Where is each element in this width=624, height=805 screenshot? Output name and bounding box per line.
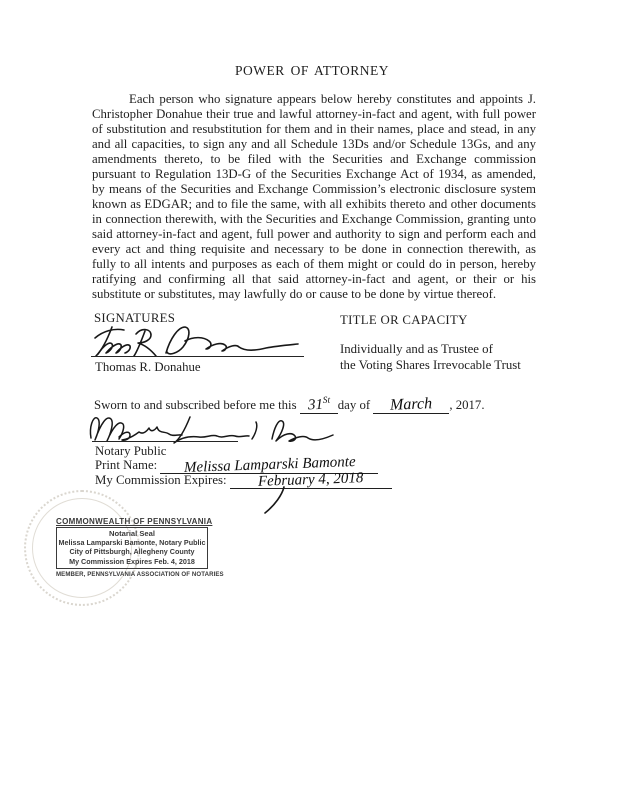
handwritten-month: March (389, 395, 433, 414)
title-capacity-line1: Individually and as Trustee of (340, 342, 493, 356)
stamp-header: COMMONWEALTH OF PENNSYLVANIA (56, 517, 213, 526)
body-paragraph: Each person who signature appears below hereby constitutes and appoints J. Christopher Donahue their true and lawful attorney-in-fact and agent, with full power of substitution and resubstitution for them and in their names, place and stead, in any and all capacities, to sign any and all Schedule 13Ds and/or Schedule 13Gs, and any amendments thereto, to be filed with the Securities and Exchange commission pursuant to Regulation 13D-G of the Securities Exchange Act of 1934, as amended, by means of the Securities and Exchange Commission’s electronic disclosure system known as EDGAR; and to file the same, with all exhibits thereto and other documents in connection therewith, with the Securities and Exchange Commission, granting unto said attorney-in-fact and agent, full power and authority to sign and perform each and every act and thing requisite and necessary to be done in connection therewith, as fully to all intents and purposes as each of them might or could do in person, hereby ratifying and confirming all that said attorney-in-fact and agent, or their or his substitute or substitutes, may lawfully do or cause to be done by virtue thereof. (92, 92, 536, 301)
pen-stroke-descender (262, 486, 288, 516)
signer-signature-icon (88, 322, 306, 358)
signature-line (91, 356, 304, 357)
stamp-expiry-line: My Commission Expires Feb. 4, 2018 (69, 556, 195, 566)
notary-stamp (56, 517, 224, 578)
stamp-box (56, 527, 208, 569)
notary-signature-line (92, 441, 238, 442)
title-or-capacity-header: TITLE OR CAPACITY (340, 313, 468, 327)
commission-expires-row (95, 470, 392, 490)
stamp-location-line: City of Pittsburgh, Allegheny County (69, 547, 195, 557)
stamp-footer: MEMBER, PENNSYLVANIA ASSOCIATION OF NOTARIES (56, 570, 224, 578)
title-capacity-block (340, 342, 521, 373)
handwritten-commission-date: February 4, 2018 (257, 470, 364, 490)
stamp-notary-line: Melissa Lamparski Bamonte, Notary Public (58, 538, 206, 548)
sworn-year: , 2017. (449, 398, 485, 412)
sworn-middle: day of (337, 398, 371, 412)
commission-label: My Commission Expires: (95, 473, 227, 487)
print-name-label: Print Name: (95, 458, 158, 472)
signer-printed-name: Thomas R. Donahue (95, 360, 201, 374)
sworn-month-blank (373, 397, 449, 414)
handwritten-print-name: Melissa Lamparski Bamonte (183, 454, 356, 476)
document-title: POWER OF ATTORNEY (234, 63, 389, 78)
stamp-seal-title: Notarial Seal (108, 529, 155, 538)
notary-public-label: Notary Public (95, 444, 167, 458)
notary-signature-icon (86, 410, 338, 444)
title-capacity-line2: the Voting Shares Irrevocable Trust (340, 357, 521, 372)
commission-blank (230, 470, 392, 490)
sworn-prefix: Sworn to and subscribed before me this (94, 398, 297, 412)
handwritten-day: 31St (307, 395, 330, 414)
signatures-header: SIGNATURES (94, 311, 176, 325)
